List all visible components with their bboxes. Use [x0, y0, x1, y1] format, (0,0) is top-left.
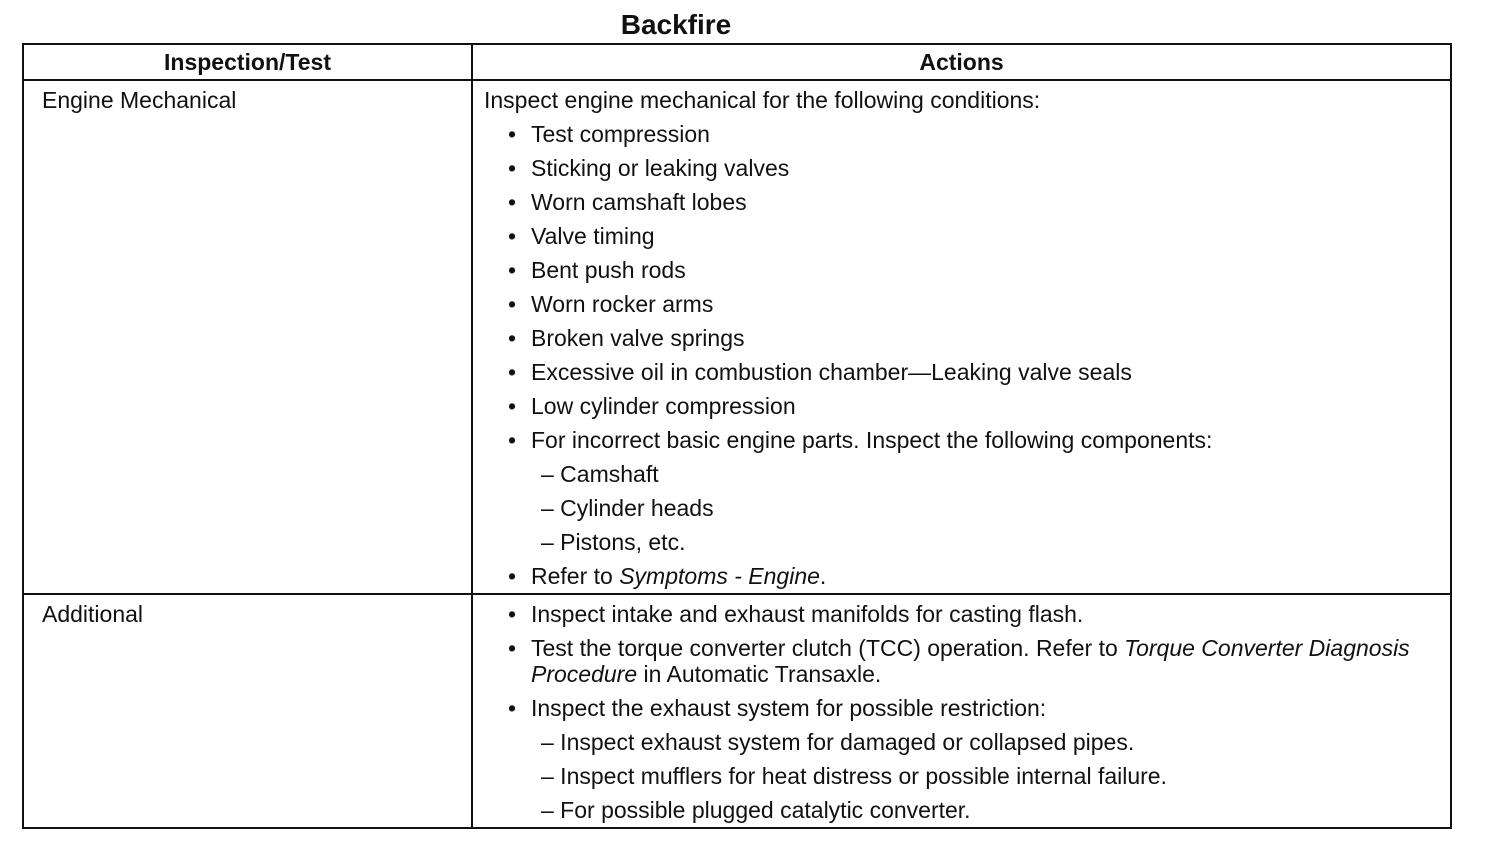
actions-content	[473, 81, 1450, 593]
inspection-cell	[23, 594, 472, 828]
list-item	[484, 389, 1450, 423]
list-item	[484, 321, 1450, 355]
sub-list-item: – Cylinder heads	[541, 495, 714, 521]
inspection-label: Engine Mechanical	[42, 87, 237, 113]
sub-list-item: – Camshaft	[541, 461, 659, 487]
bullet-icon: •	[508, 427, 517, 453]
list-item-text: Worn camshaft lobes	[531, 189, 747, 215]
conditions-list	[484, 117, 1450, 593]
list-item-text: Valve timing	[531, 223, 655, 249]
actions-cell	[472, 80, 1451, 594]
bullet-icon: •	[508, 155, 517, 181]
bullet-icon: •	[508, 695, 517, 721]
refer-prefix: Refer to	[531, 563, 620, 589]
bullet-icon: •	[508, 291, 517, 317]
list-item-text: Worn rocker arms	[531, 291, 714, 317]
list-item-text: Inspect the exhaust system for possible restriction:	[531, 695, 1047, 721]
table-header-row	[23, 44, 1451, 80]
list-item-text: For incorrect basic engine parts. Inspect the following components:	[531, 427, 1213, 453]
list-item	[484, 559, 1450, 593]
list-item-text: Sticking or leaking valves	[531, 155, 790, 181]
column-header-actions: Actions	[472, 44, 1451, 80]
bullet-icon: •	[508, 359, 517, 385]
list-item	[484, 219, 1450, 253]
list-item	[484, 423, 1450, 457]
tcc-suffix: in Automatic Transaxle.	[637, 661, 882, 687]
list-item	[484, 117, 1450, 151]
page-title: Backfire	[620, 9, 732, 40]
bullet-icon: •	[508, 635, 517, 661]
list-item	[484, 253, 1450, 287]
symptoms-engine-reference: Symptoms - Engine	[619, 563, 820, 589]
list-item-text: Inspect intake and exhaust manifolds for casting flash.	[531, 601, 1084, 627]
actions-content	[473, 595, 1450, 827]
list-item-text: Excessive oil in combustion chamber—Leaking valve seals	[531, 359, 1132, 385]
sub-list-item: – For possible plugged catalytic converter.	[541, 797, 971, 823]
list-item	[484, 185, 1450, 219]
list-item	[484, 355, 1450, 389]
bullet-icon: •	[508, 325, 517, 351]
bullet-icon: •	[508, 121, 517, 147]
bullet-icon: •	[508, 393, 517, 419]
bullet-icon: •	[508, 189, 517, 215]
list-item-text: Bent push rods	[531, 257, 686, 283]
list-item-text: Low cylinder compression	[531, 393, 796, 419]
bullet-icon: •	[508, 257, 517, 283]
sub-list-item: – Inspect mufflers for heat distress or possible internal failure.	[541, 763, 1167, 789]
refer-suffix: .	[819, 563, 827, 589]
list-item	[484, 691, 1450, 725]
torque-converter-reference: Torque Converter Diagnosis Procedure	[531, 635, 1410, 687]
sub-list-item: – Pistons, etc.	[541, 529, 686, 555]
table-row	[23, 594, 1451, 828]
tcc-prefix: Test the torque converter clutch (TCC) operation. Refer to	[531, 635, 1125, 661]
sub-list-item: – Inspect exhaust system for damaged or collapsed pipes.	[541, 729, 1135, 755]
list-item	[484, 631, 1450, 691]
list-item	[484, 287, 1450, 321]
bullet-icon: •	[508, 601, 517, 627]
inspection-label: Additional	[42, 601, 144, 627]
diagnostic-table	[22, 43, 1452, 829]
additional-list	[484, 597, 1450, 827]
list-item-text: Broken valve springs	[531, 325, 745, 351]
column-header-inspection: Inspection/Test	[23, 44, 472, 80]
list-item	[484, 151, 1450, 185]
list-item	[484, 597, 1450, 631]
list-item-text: Test compression	[531, 121, 710, 147]
bullet-icon: •	[508, 223, 517, 249]
bullet-icon: •	[508, 563, 517, 589]
table-row	[23, 80, 1451, 594]
inspection-cell	[23, 80, 472, 594]
actions-cell	[472, 594, 1451, 828]
actions-intro: Inspect engine mechanical for the following conditions:	[484, 87, 1041, 113]
